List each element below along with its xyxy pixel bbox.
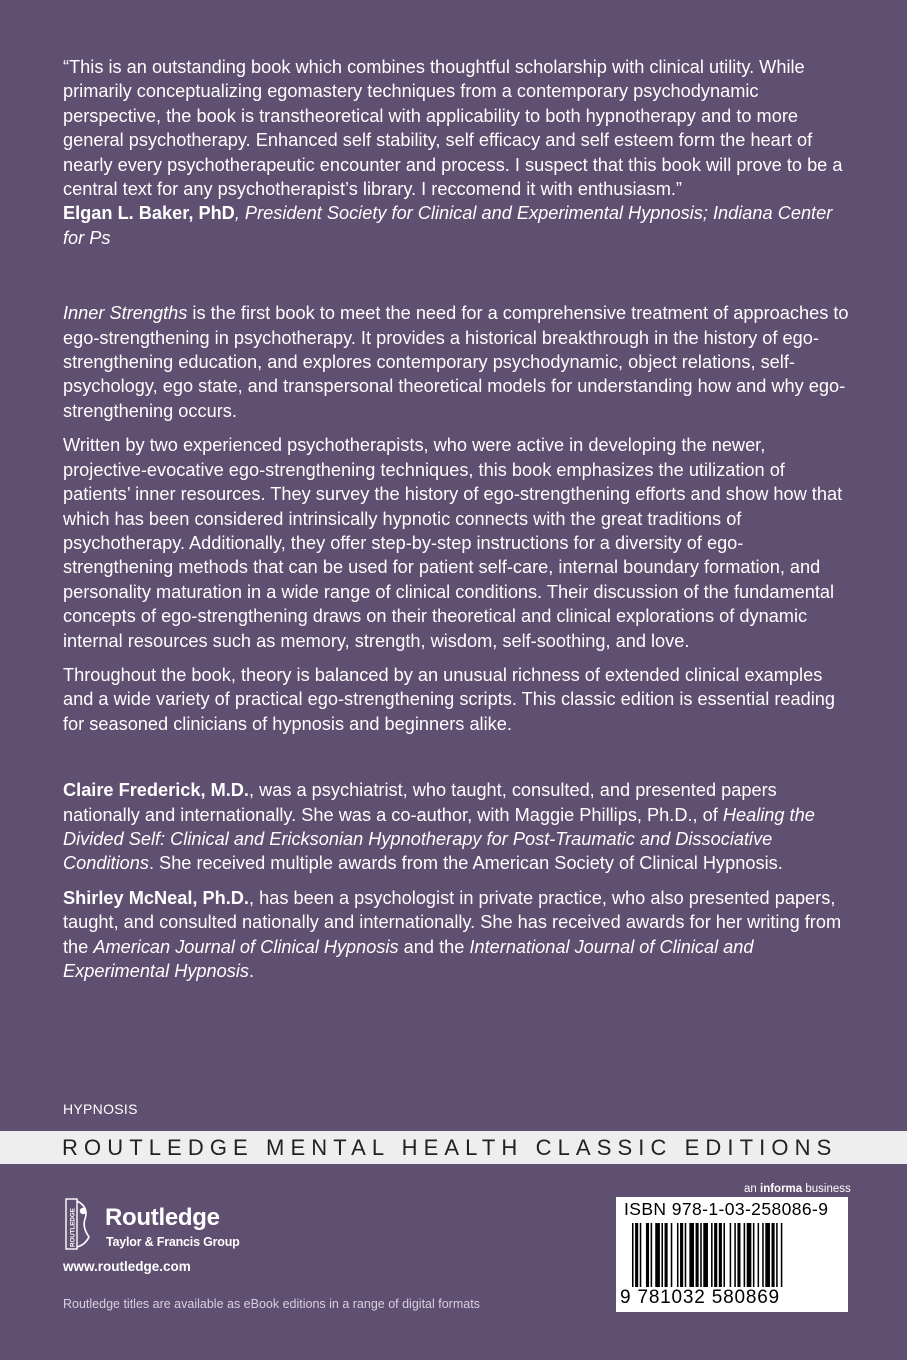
book-reference: Healing the Divided Self: Clinical and Ericksonian Hypnotherapy for Post-Traumatic and Dissociative Conditions	[63, 804, 815, 874]
barcode-digits: 9 781032 580869	[620, 1287, 780, 1308]
endorsement-quote: “This is an outstanding book which combines thoughtful scholarship with clinical utility. While primarily conceptualizing egomastery techniques from a contemporary psychodynamic perspective, the book is transtheoretical with applicability to both hypnotherapy and to more general psychotherapy. Enhanced self stability, self efficacy and self esteem form the heart of nearly every psychotherapeutic encounter and process. I suspect that this book will prove to be a central text for any psychotherapist’s library. I reccomend it with enthusiasm.”	[63, 57, 843, 200]
series-banner: ROUTLEDGE MENTAL HEALTH CLASSIC EDITIONS	[0, 1131, 907, 1164]
author-bio-frederick: Claire Frederick, M.D., was a psychiatrist, who taught, consulted, and presented papers nationally and internationally. She was a co-author, with Maggie Phillips, Ph.D., of Healing the Divided Self: Clinical and Ericksonian Hypnotherapy for Post-Traumatic and Dissociative Conditions. She received multiple awards from the American Society of Clinical Hypnosis.	[63, 780, 815, 874]
publisher-group: Taylor & Francis Group	[106, 1235, 240, 1249]
isbn-label: ISBN 978-1-03-258086-9	[624, 1199, 829, 1219]
category-label: HYPNOSIS	[63, 1101, 138, 1117]
description-paragraph-1: Inner Strengths is the first book to meet the need for a comprehensive treatment of approaches to ego-strengthening in psychotherapy. It provides a historical breakthrough in the history of ego-strengthening education, and explores contemporary psychodynamic, object relations, self-psychology, ego state, and transpersonal theoretical models for understanding how and why ego-strengthening occurs.	[63, 303, 849, 421]
endorsement-attribution	[63, 201, 853, 250]
book-title-italic: Inner Strengths	[63, 303, 188, 324]
back-cover-text	[63, 55, 853, 983]
endorser-name: Elgan L. Baker, PhD	[63, 203, 235, 224]
routledge-mark-icon	[63, 1197, 91, 1251]
informa-tagline: an informa business	[744, 1183, 851, 1195]
barcode	[616, 1197, 848, 1312]
author-bio-mcneal: Shirley McNeal, Ph.D., has been a psychologist in private practice, who also presented papers, taught, and consulted nationally and internationally. She has received awards for her writing from the American Journal of Clinical Hypnosis and the International Journal of Clinical and Experimental Hypnosis.	[63, 887, 842, 981]
description-paragraph-2: Written by two experienced psychotherapists, who were active in developing the newer, projective-evocative ego-strengthening techniques, this book emphasizes the utilization of patients’ inner resources. They survey the history of ego-strengthening efforts and show how that which has been considered intrinsically hypnotic connects with the great traditions of psychotherapy. Additionally, they offer step-by-step instructions for a diversity of ego-strengthening methods that can be used for patient self-care, internal boundary formation, and personality maturation in a wide range of clinical conditions. Their discussion of the fundamental concepts of ego-strengthening draws on their theoretical and clinical explorations of dynamic internal resources such as memory, strength, wisdom, self-soothing, and love.	[63, 435, 843, 651]
author-name: Shirley McNeal, Ph.D.	[63, 887, 249, 908]
ebook-note: Routledge titles are available as eBook editions in a range of digital formats	[63, 1297, 480, 1311]
barcode-bars	[632, 1223, 837, 1289]
endorser-affiliation: , President Society for Clinical and Experimental Hypnosis; Indiana Center for Ps	[63, 203, 833, 248]
author-name: Claire Frederick, M.D.	[63, 780, 249, 801]
journal-reference: American Journal of Clinical Hypnosis	[93, 936, 399, 957]
publisher-name: Routledge	[105, 1204, 220, 1231]
journal-reference: International Journal of Clinical and Experimental Hypnosis	[63, 936, 754, 981]
description-paragraph-3: Throughout the book, theory is balanced by an unusual richness of extended clinical examples and a wide variety of practical ego-strengthening scripts. This classic edition is essential reading for seasoned clinicians of hypnosis and beginners alike.	[63, 664, 836, 734]
svg-text:ROUTLEDGE: ROUTLEDGE	[69, 1208, 77, 1247]
publisher-logo	[63, 1197, 263, 1257]
publisher-website[interactable]: www.routledge.com	[63, 1259, 191, 1274]
